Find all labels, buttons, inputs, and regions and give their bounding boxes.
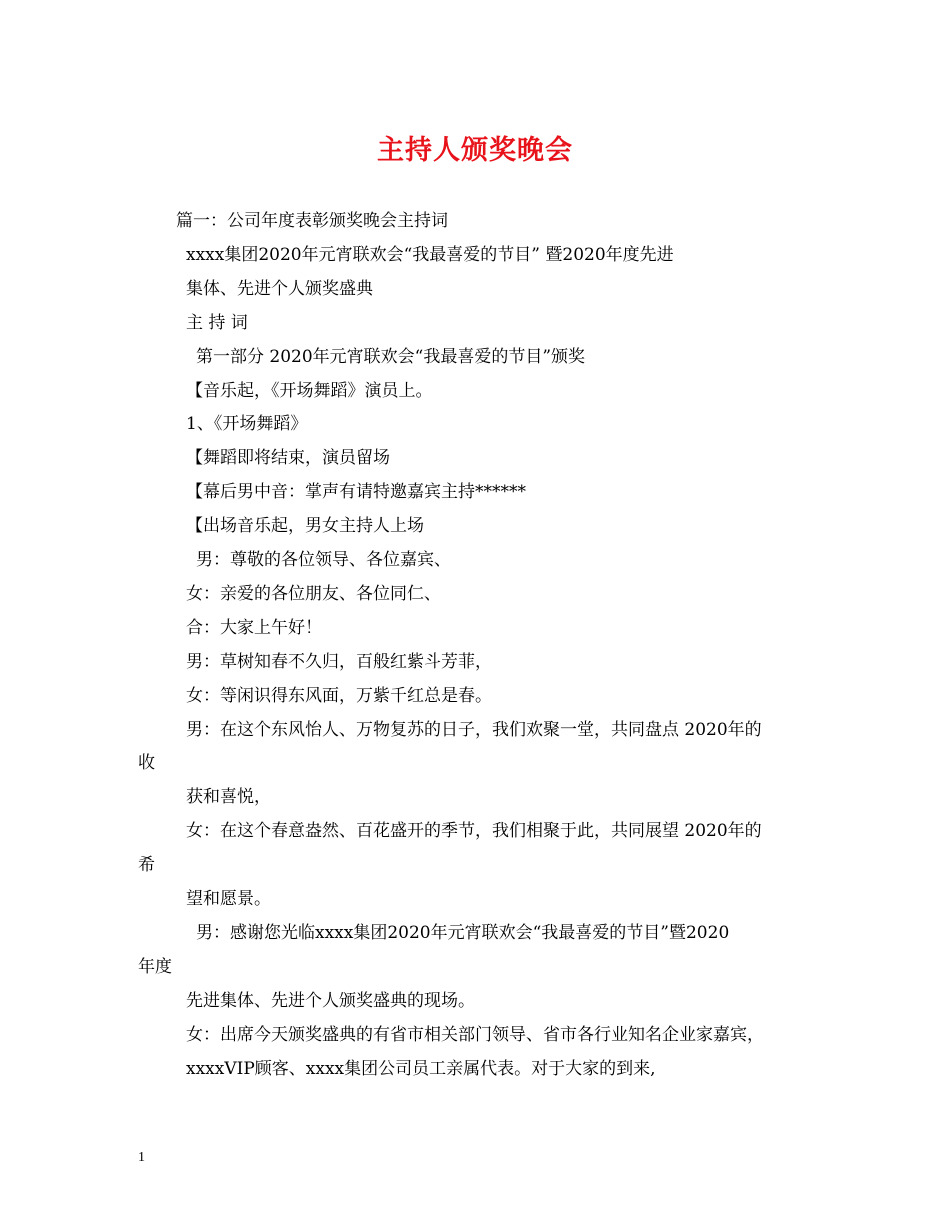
text-line: 年度	[138, 957, 172, 977]
text-line: 1、《开场舞蹈》	[186, 414, 308, 434]
text-line: 男：草树知春不久归，百般红紫斗芳菲，	[186, 652, 492, 672]
text-line: 女：亲爱的各位朋友、各位同仁、	[186, 584, 441, 604]
text-line: 合：大家上午好！	[186, 618, 322, 638]
text-line: 先进集体、先进个人颁奖盛典的现场。	[186, 991, 475, 1011]
text-line: 获和喜悦，	[186, 787, 271, 807]
text-line: xxxx集团2020年元宵联欢会“我最喜爱的节目” 暨2020年度先进	[186, 245, 674, 265]
text-line: 收	[138, 753, 155, 773]
text-line: 【出场音乐起，男女主持人上场	[186, 516, 424, 536]
text-line: 主 持 词	[186, 313, 248, 333]
text-line: 男：在这个东风怡人、万物复苏的日子，我们欢聚一堂，共同盘点 2020年的	[186, 720, 762, 740]
text-line: 【幕后男中音：掌声有请特邀嘉宾主持******	[186, 482, 526, 502]
text-line: 望和愿景。	[186, 889, 271, 909]
text-line: xxxxVIP顾客、xxxx集团公司员工亲属代表。对于大家的到来,	[186, 1059, 656, 1079]
text-line: 集体、先进个人颁奖盛典	[186, 279, 373, 299]
text-line: 男：尊敬的各位领导、各位嘉宾、	[196, 550, 451, 570]
text-line: 男：感谢您光临xxxx集团2020年元宵联欢会“我最喜爱的节目”暨2020	[196, 923, 730, 943]
text-line: 第一部分 2020年元宵联欢会“我最喜爱的节目”颁奖	[196, 347, 586, 367]
text-line: 【舞蹈即将结束，演员留场	[186, 448, 390, 468]
page-number: 1	[138, 1150, 145, 1165]
document-title: 主持人颁奖晚会	[377, 135, 573, 166]
text-line: 希	[138, 855, 155, 875]
text-line: 篇一：公司年度表彰颁奖晚会主持词	[176, 211, 448, 231]
text-line: 【音乐起，《开场舞蹈》演员上。	[186, 381, 433, 401]
text-line: 女：出席今天颁奖盛典的有省市相关部门领导、省市各行业知名企业家嘉宾，	[186, 1025, 764, 1045]
text-line: 女：等闲识得东风面，万紫千红总是春。	[186, 686, 492, 706]
text-line: 女：在这个春意盎然、百花盛开的季节，我们相聚于此，共同展望 2020年的	[186, 821, 762, 841]
